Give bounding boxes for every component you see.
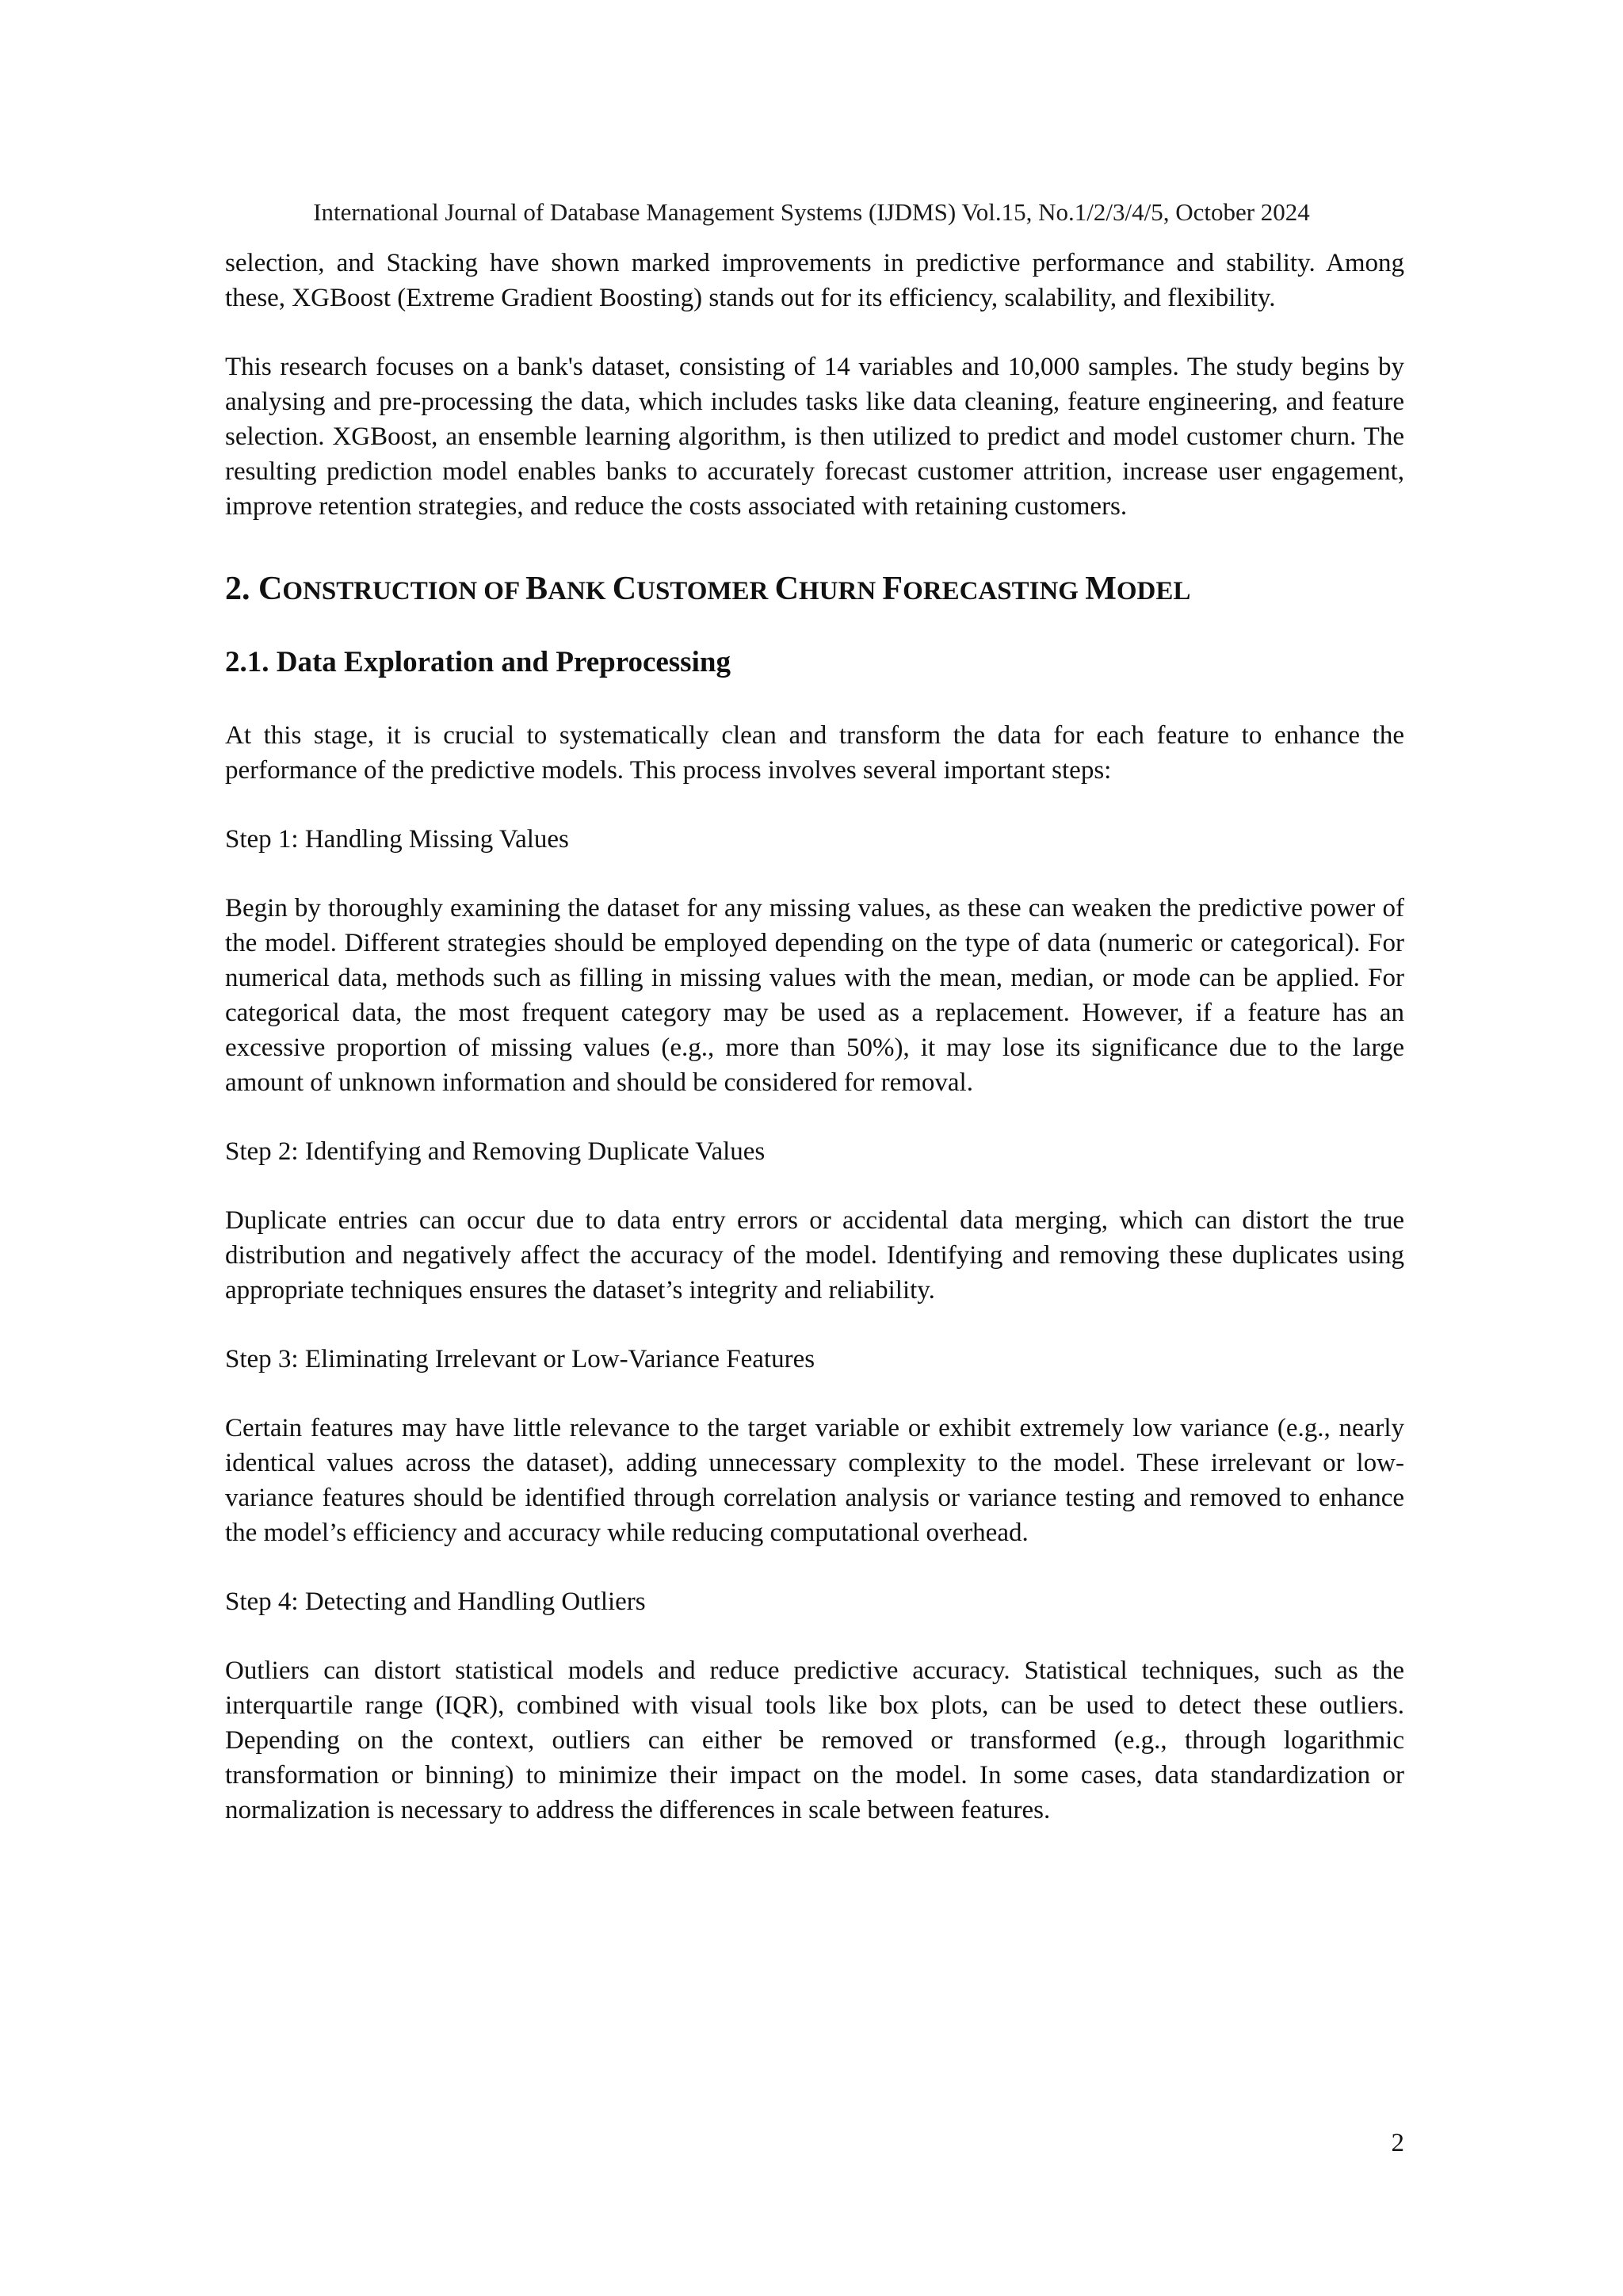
section-title-part: M xyxy=(1085,571,1117,607)
body-intro-paragraph: At this stage, it is crucial to systematically clean and transform the data for each feature to enhance the performance of the predictive models. This process involves several important steps: xyxy=(225,721,1404,785)
journal-header: International Journal of Database Management Systems (IJDMS) Vol.15, No.1/2/3/4/5, October 2024 xyxy=(313,198,1310,226)
section-title-part: C xyxy=(258,571,283,607)
section-title-part: C xyxy=(774,571,799,607)
step-2-title: Step 2: Identifying and Removing Duplicate Values xyxy=(225,1137,766,1166)
step-3-paragraph: Certain features may have little relevance to the target variable or exhibit extremely low variance (e.g., nearly identical values across the dataset), adding unnecessary complexity to the model. These irrelevant or low-variance features should be identified through correlation analysis or variance testing and removed to enhance the model’s efficiency and accuracy while reducing computational overhead. xyxy=(225,1414,1404,1547)
subsection-heading: 2.1. Data Exploration and Preprocessing xyxy=(225,646,731,678)
section-title-part: USTOMER xyxy=(636,577,775,606)
section-title-part: HURN xyxy=(798,577,883,606)
step-1-title: Step 1: Handling Missing Values xyxy=(225,825,569,854)
step-4-title: Step 4: Detecting and Handling Outliers xyxy=(225,1587,646,1616)
section-heading xyxy=(225,570,1404,610)
section-title-part: ORECASTING xyxy=(903,577,1086,606)
intro-paragraph-1: selection, and Stacking have shown marked improvements in predictive performance and stability. Among these, XGBoost (Extreme Gradient Boosting) stands out for its efficiency, scalability, and flexibility. xyxy=(225,249,1404,312)
page-number: 2 xyxy=(1391,2129,1404,2157)
section-number: 2. xyxy=(225,571,250,607)
intro-paragraph-2: This research focuses on a bank's dataset, consisting of 14 variables and 10,000 samples. The study begins by analysing and pre-processing the data, which includes tasks like data cleaning, feature engineering, and feature selection. XGBoost, an ensemble learning algorithm, is then utilized to predict and model customer churn. The resulting prediction model enables banks to accurately forecast customer attrition, increase user engagement, improve retention strategies, and reduce the costs associated with retaining customers. xyxy=(225,353,1404,521)
section-title-part: B xyxy=(525,571,548,607)
section-title-part: ANK xyxy=(548,577,613,606)
step-2-paragraph: Duplicate entries can occur due to data entry errors or accidental data merging, which can distort the true distribution and negatively affect the accuracy of the model. Identifying and removing these duplicates using appropriate techniques ensures the dataset’s integrity and reliability. xyxy=(225,1206,1404,1305)
section-title-part: ODEL xyxy=(1116,577,1191,606)
section-title-part: C xyxy=(612,571,637,607)
page-content xyxy=(225,246,1404,1862)
step-4-paragraph: Outliers can distort statistical models and reduce predictive accuracy. Statistical techniques, such as the interquartile range (IQR), combined with visual tools like box plots, can be used to detect these outliers. Depending on the context, outliers can either be removed or transformed (e.g., through logarithmic transformation or binning) to minimize their impact on the model. In some cases, data standardization or normalization is necessary to address the differences in scale between features. xyxy=(225,1656,1404,1824)
section-title-part: F xyxy=(882,571,903,607)
step-3-title: Step 3: Eliminating Irrelevant or Low-Variance Features xyxy=(225,1345,815,1373)
section-title-part: ONSTRUCTION OF xyxy=(282,577,526,606)
step-1-paragraph: Begin by thoroughly examining the dataset for any missing values, as these can weaken the predictive power of the model. Different strategies should be employed depending on the type of data (numeric or categorical). For numerical data, methods such as filling in missing values with the mean, median, or mode can be applied. For categorical data, the most frequent category may be used as a replacement. However, if a feature has an excessive proportion of missing values (e.g., more than 50%), it may lose its significance due to the large amount of unknown information and should be considered for removal. xyxy=(225,894,1404,1097)
